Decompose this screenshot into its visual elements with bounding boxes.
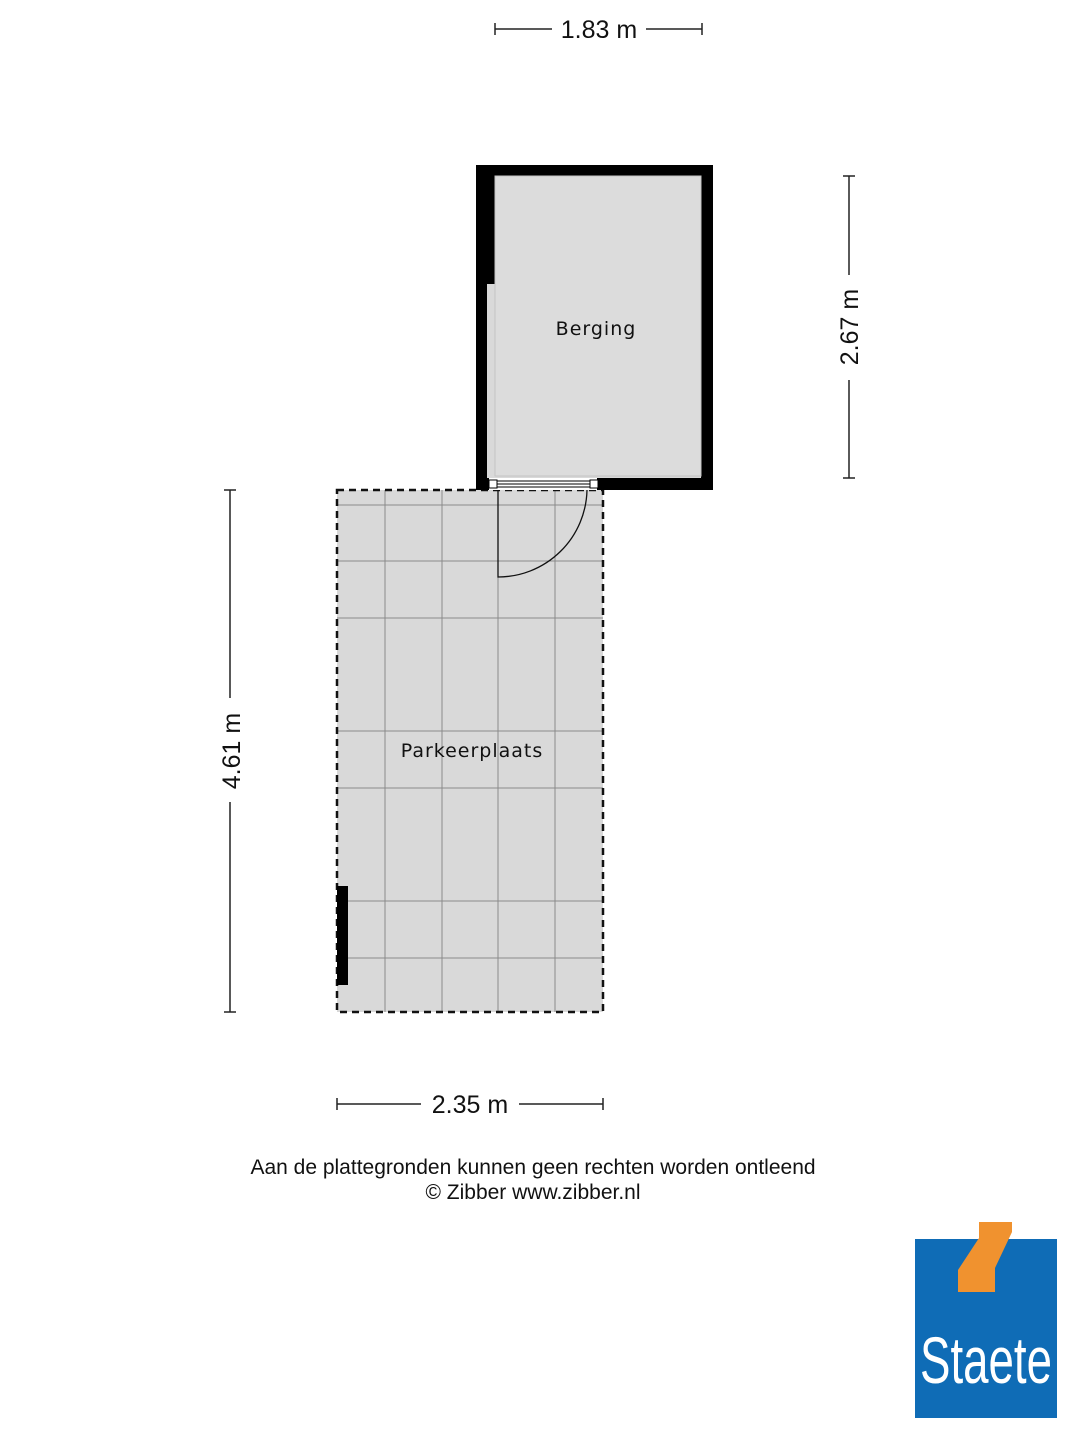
dimension-right-label: 2.67 m xyxy=(836,288,864,366)
logo-text: Staete xyxy=(920,1323,1052,1397)
dimension-left-label: 4.61 m xyxy=(218,712,246,790)
staete-logo xyxy=(915,1222,1057,1418)
disclaimer: Aan de plattegronden kunnen geen rechten worden ontleend xyxy=(250,1156,816,1179)
dimension-bottom-label: 2.35 m xyxy=(431,1091,509,1119)
copyright: © Zibber www.zibber.nl xyxy=(425,1181,641,1204)
dimension-top-label: 1.83 m xyxy=(560,16,638,44)
parking-wall-segment xyxy=(337,886,348,985)
room-label-parking: Parkeerplaats xyxy=(400,740,544,762)
room-label-storage: Berging xyxy=(555,318,637,340)
